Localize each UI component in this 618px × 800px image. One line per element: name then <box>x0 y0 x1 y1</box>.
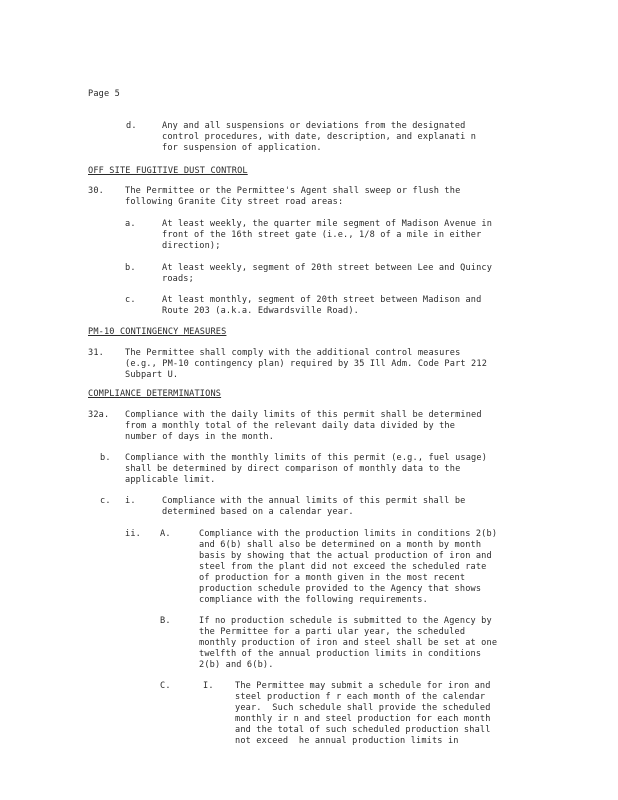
condition-32c-ii-c-sub-marker: I. <box>203 681 214 691</box>
condition-30-line: following Granite City street road areas: <box>125 197 344 207</box>
condition-32c-number: c. <box>100 496 111 506</box>
condition-32c-ii-c-line: and the total of such scheduled production shall <box>235 725 491 735</box>
section-heading-compliance: COMPLIANCE DETERMINATIONS <box>88 389 222 399</box>
condition-32b-line: shall be determined by direct comparison of monthly data to the <box>125 464 461 474</box>
condition-30-item-a-marker: a. <box>125 219 136 229</box>
condition-31-line: (e.g., PM-10 contingency plan) required by 35 Ill Adm. Code Part 212 <box>125 359 488 369</box>
condition-30-item-b-marker: b. <box>125 263 136 273</box>
condition-31-line: The Permittee shall comply with the additional control measures <box>125 348 461 358</box>
condition-32c-ii-a-line: and 6(b) shall also be determined on a month by month <box>199 540 482 550</box>
condition-30-item-b-line: roads; <box>162 274 194 284</box>
condition-32c-ii-b-line: monthly production of iron and steel shall be set at one <box>199 638 498 648</box>
condition-32c-ii-a-line: basis by showing that the actual production of iron and <box>199 551 492 561</box>
condition-31-line: Subpart U. <box>125 370 179 380</box>
condition-30-item-c-marker: c. <box>125 295 136 305</box>
condition-32c-i-marker: i. <box>125 496 136 506</box>
condition-32c-i-line: determined based on a calendar year. <box>162 507 354 517</box>
condition-32c-ii-b-line: 2(b) and 6(b). <box>199 660 274 670</box>
condition-32a-number: 32a. <box>88 410 110 420</box>
condition-32c-ii-a-line: of production for a month given in the most recent <box>199 573 466 583</box>
condition-31-number: 31. <box>88 348 104 358</box>
condition-32c-ii-c-line: not exceed he annual production limits in <box>235 736 459 746</box>
page-label: Page 5 <box>88 89 120 99</box>
condition-32c-ii-b-line: twelfth of the annual production limits in conditions <box>199 649 482 659</box>
condition-32b-number: b. <box>100 453 111 463</box>
condition-32c-ii-a-line: Compliance with the production limits in conditions 2(b) <box>199 529 498 539</box>
condition-32c-ii-c-line: year. Such schedule shall provide the scheduled <box>235 703 491 713</box>
condition-30-line: The Permittee or the Permittee's Agent shall sweep or flush the <box>125 186 461 196</box>
section-heading-pm10: PM-10 CONTINGENCY MEASURES <box>88 327 227 337</box>
condition-32c-i-line: Compliance with the annual limits of this permit shall be <box>162 496 466 506</box>
item-d-marker: d. <box>126 121 137 131</box>
condition-32b-line: applicable limit. <box>125 475 216 485</box>
condition-32c-ii-a-line: compliance with the following requirements. <box>199 595 428 605</box>
condition-30-item-c-line: Route 203 (a.k.a. Edwardsville Road). <box>162 306 359 316</box>
condition-32b-line: Compliance with the monthly limits of this permit (e.g., fuel usage) <box>125 453 488 463</box>
condition-32c-ii-marker: ii. <box>125 529 141 539</box>
condition-32c-ii-c-marker: C. <box>160 681 171 691</box>
item-d-line: for suspension of application. <box>162 143 322 153</box>
condition-30-item-a-line: front of the 16th street gate (i.e., 1/8 of a mile in either <box>162 230 482 240</box>
condition-32c-ii-c-line: steel production f r each month of the calendar <box>235 692 486 702</box>
condition-32c-ii-b-line: the Permittee for a parti ular year, the scheduled <box>199 627 466 637</box>
section-heading-offsite-dust: OFF SITE FUGITIVE DUST CONTROL <box>88 166 248 176</box>
condition-30-item-a-line: direction); <box>162 241 221 251</box>
condition-32c-ii-b-line: If no production schedule is submitted to the Agency by <box>199 616 492 626</box>
item-d-line: Any and all suspensions or deviations from the designated <box>162 121 466 131</box>
condition-30-item-a-line: At least weekly, the quarter mile segment of Madison Avenue in <box>162 219 493 229</box>
condition-32a-line: number of days in the month. <box>125 432 275 442</box>
condition-32c-ii-a-line: steel from the plant did not exceed the scheduled rate <box>199 562 487 572</box>
condition-32c-ii-c-line: The Permittee may submit a schedule for iron and <box>235 681 491 691</box>
condition-30-number: 30. <box>88 186 104 196</box>
item-d-line: control procedures, with date, description, and explanati n <box>162 132 477 142</box>
condition-30-item-c-line: At least monthly, segment of 20th street between Madison and <box>162 295 482 305</box>
condition-32a-line: from a monthly total of the relevant daily data divided by the <box>125 421 456 431</box>
condition-32a-line: Compliance with the daily limits of this permit shall be determined <box>125 410 482 420</box>
condition-32c-ii-c-line: monthly ir n and steel production for each month <box>235 714 491 724</box>
condition-32c-ii-a-marker: A. <box>160 529 171 539</box>
condition-32c-ii-b-marker: B. <box>160 616 171 626</box>
condition-32c-ii-a-line: production schedule provided to the Agency that shows <box>199 584 482 594</box>
condition-30-item-b-line: At least weekly, segment of 20th street between Lee and Quincy <box>162 263 493 273</box>
